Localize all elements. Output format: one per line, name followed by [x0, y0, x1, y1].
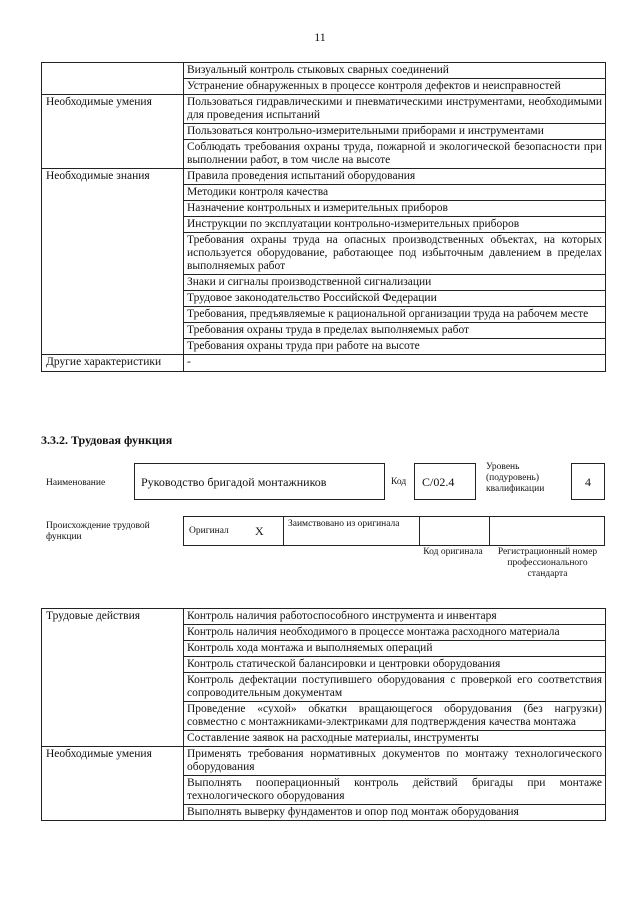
table-cell: Назначение контрольных и измерительных приборов: [184, 201, 606, 217]
row-label-actions: Трудовые действия: [42, 609, 184, 747]
level-value: 4: [585, 475, 591, 489]
table-cell: Устранение обнаруженных в процессе контроля дефектов и неисправностей: [184, 79, 606, 95]
table-cell: Требования охраны труда на опасных производственных объектах, на которых используется оборудование, работающее под избыточным давлением в пределах выполняемых работ: [184, 233, 606, 275]
table-row: [42, 95, 606, 124]
table-cell: Контроль наличия необходимого в процессе монтажа расходного материала: [184, 625, 606, 641]
table-cell: Составление заявок на расходные материалы, инструменты: [184, 731, 606, 747]
table-cell: -: [184, 355, 606, 372]
table-cell: Требования охраны труда при работе на высоте: [184, 339, 606, 355]
code-label: Код: [391, 477, 407, 487]
table-cell: Контроль дефектации поступившего оборудования с проверкой его соответствия сопроводительным документам: [184, 673, 606, 702]
table-cell: Выполнять пооперационный контроль действий бригады при монтаже технологического оборудования: [184, 776, 606, 805]
level-box: [571, 463, 605, 500]
table-row: [42, 609, 606, 625]
divider: [283, 517, 284, 545]
table-cell: Пользоваться контрольно-измерительными приборами и инструментами: [184, 124, 606, 140]
borrowed-label: Заимствовано из оригинала: [288, 519, 400, 529]
competency-table-2: [41, 608, 606, 821]
reg-caption: Регистрационный номер профессионального стандарта: [497, 547, 598, 579]
section-title: 3.3.2. Трудовая функция: [41, 433, 173, 447]
table-cell: Пользоваться гидравлическими и пневматическими инструментами, необходимыми для проведения испытаний: [184, 95, 606, 124]
divider: [489, 517, 490, 545]
table-cell: Контроль наличия работоспособного инструмента и инвентаря: [184, 609, 606, 625]
function-name: Руководство бригадой монтажников: [141, 475, 327, 489]
name-box: [134, 463, 385, 500]
table-row: [42, 355, 606, 372]
table-cell: Контроль статической балансировки и центровки оборудования: [184, 657, 606, 673]
table-cell: Инструкции по эксплуатации контрольно-измерительных приборов: [184, 217, 606, 233]
level-label: Уровень (подуровень) квалификации: [486, 462, 545, 494]
table-cell: Проведение «сухой» обкатки вращающегося оборудования (без нагрузки) совместно с монтажниками-электриками для подтверждения качества монтажа: [184, 702, 606, 731]
row-label-knowledge: Необходимые знания: [42, 169, 184, 355]
row-label-skills: Необходимые умения: [42, 95, 184, 169]
table-cell: Соблюдать требования охраны труда, пожарной и экологической безопасности при выполнении работ, в том числе на высоте: [184, 140, 606, 169]
table-cell: Знаки и сигналы производственной сигнализации: [184, 275, 606, 291]
table-cell: Требования охраны труда в пределах выполняемых работ: [184, 323, 606, 339]
name-label: Наименование: [46, 478, 106, 488]
table-cell: Трудовое законодательство Российской Федерации: [184, 291, 606, 307]
code-box: [414, 463, 476, 500]
table-cell: Применять требования нормативных документов по монтажу технологического оборудования: [184, 747, 606, 776]
table-row: [42, 747, 606, 776]
code-value: С/02.4: [422, 475, 455, 489]
origin-label: Происхождение трудовой функции: [46, 521, 150, 542]
row-label-other: Другие характеристики: [42, 355, 184, 372]
table-cell: Требования, предъявляемые к рациональной организации труда на рабочем месте: [184, 307, 606, 323]
row-label: [42, 63, 184, 95]
table-cell: Выполнять выверку фундаментов и опор под монтаж оборудования: [184, 805, 606, 821]
table-row: [42, 63, 606, 79]
page-number: 11: [314, 30, 326, 44]
table-cell: Правила проведения испытаний оборудования: [184, 169, 606, 185]
row-label-skills-2: Необходимые умения: [42, 747, 184, 821]
table-row: [42, 169, 606, 185]
original-mark: X: [255, 524, 264, 538]
original-label: Оригинал: [189, 526, 229, 536]
table-cell: Контроль хода монтажа и выполняемых операций: [184, 641, 606, 657]
table-cell: Методики контроля качества: [184, 185, 606, 201]
code-caption: Код оригинала: [423, 547, 483, 557]
origin-grid: [183, 516, 605, 546]
competency-table-1: [41, 62, 606, 372]
divider: [419, 517, 420, 545]
table-cell: Визуальный контроль стыковых сварных соединений: [184, 63, 606, 79]
